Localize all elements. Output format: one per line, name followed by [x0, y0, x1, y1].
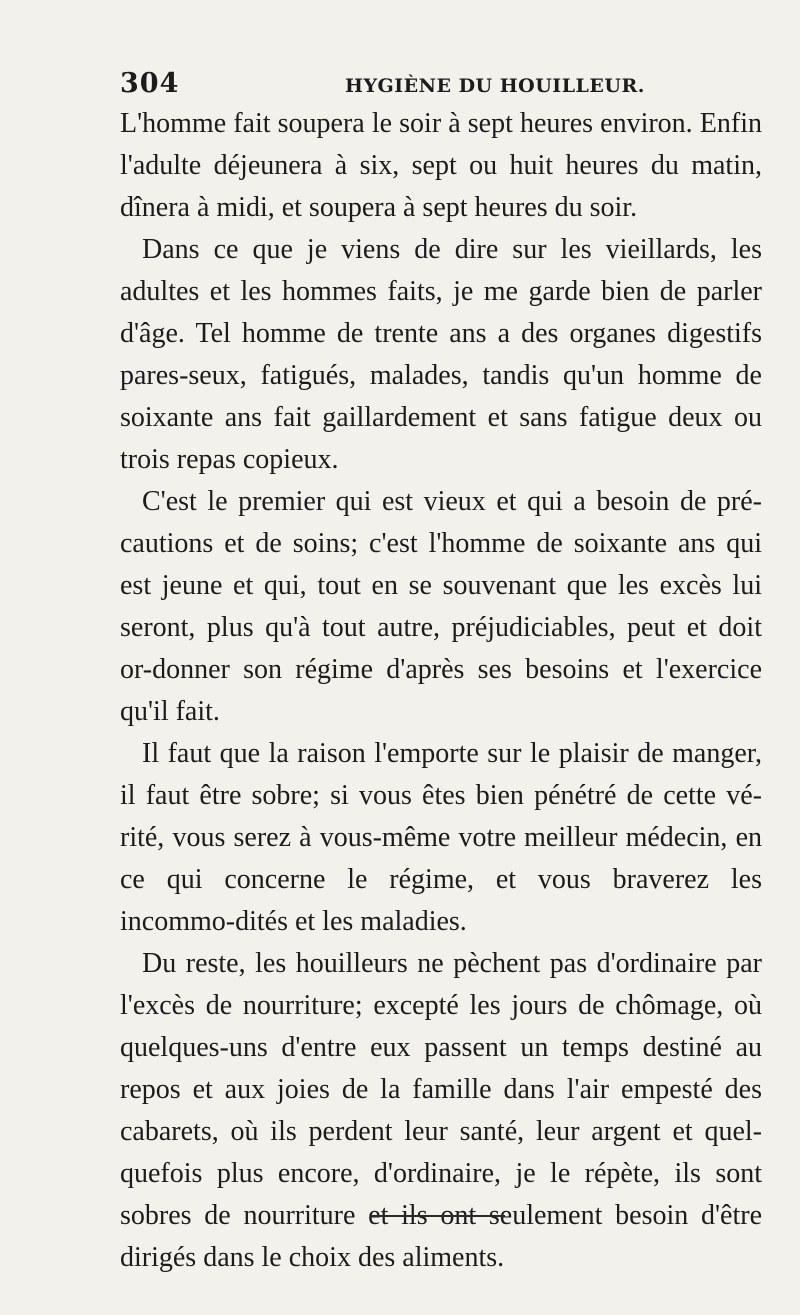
running-title: HYGIÈNE DU HOUILLEUR.: [345, 75, 645, 97]
page-number: 304: [120, 68, 180, 99]
running-head: [120, 68, 760, 104]
paragraph-3: C'est le premier qui est vieux et qui a besoin de pré-cautions et de soins; c'est l'homme de soixante ans qui est jeune et qui, tout en se souvenant que les excès lui seront, plus qu'à tout autre, préjudiciables, peut et doit or-donner son régime d'après ses besoins et l'exercice qu'il fait.: [120, 486, 762, 727]
paragraph-2: Dans ce que je viens de dire sur les vieillards, les adultes et les hommes faits, je me garde bien de parler d'âge. Tel homme de trente ans a des organes digestifs pares-seux, fatigués, malades, tandis qu'un homme de soixante ans fait gaillardement et sans fatigue deux ou trois repas copieux.: [120, 234, 762, 475]
section-end-rule: [370, 1215, 505, 1217]
paragraph-4: Il faut que la raison l'emporte sur le plaisir de manger, il faut être sobre; si vous êtes bien pénétré de cette vé-rité, vous serez à vous-même votre meilleur médecin, en ce qui concerne le régime, et vous braverez les incommo-dités et les maladies.: [120, 738, 762, 937]
paragraph-1: L'homme fait soupera le soir à sept heures environ. Enfin l'adulte déjeunera à six, sept ou huit heures du matin, dînera à midi, et soupera à sept heures du soir.: [120, 108, 762, 223]
paragraph-5: Du reste, les houilleurs ne pèchent pas d'ordinaire par l'excès de nourriture; excepté les jours de chômage, où quelques-uns d'entre eux passent un temps destiné au repos et aux joies de la famille dans l'air empesté des cabarets, où ils perdent leur santé, leur argent et quel-quefois plus encore, d'ordinaire, je le répète, ils sont sobres de nourriture et ils ont seulement besoin d'être dirigés dans le choix des aliments.: [120, 948, 762, 1273]
body-text: [120, 103, 762, 1279]
